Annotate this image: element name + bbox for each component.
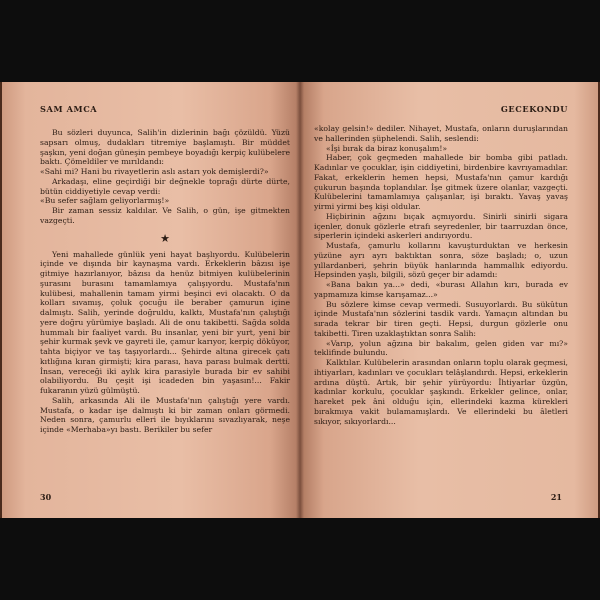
top-dark-background bbox=[0, 0, 600, 82]
paragraph: Bir zaman sessiz kaldılar. Ve Salih, o gün, işe gitmekten vazgeçti. bbox=[40, 206, 290, 225]
bottom-dark-background bbox=[0, 518, 600, 600]
paragraph: «kolay gelsin!» dediler. Nihayet, Mustafa, onların duruşlarından ve hallerinden şüphelendi. Salih, seslendi: bbox=[314, 124, 568, 143]
right-page bbox=[300, 82, 598, 518]
left-body-text bbox=[40, 128, 290, 435]
paragraph: «İşi bırak da biraz konuşalım!» bbox=[326, 143, 448, 153]
book-gutter-shadow bbox=[296, 82, 304, 518]
paragraph: Arkadaşı, eline geçirdiği bir değnekle toprağı dürte dürte, bütün ciddiyetiyle cevap verdi: bbox=[40, 176, 290, 196]
paragraph: Yeni mahallede günlük yeni hayat başlıyordu. Kulübelerin içinde ve dışında bir kaynaşma vardı. Erkeklerin bâzısı işe gitmiye hazırlanıyor, bâzısı da henüz bitmiyen kulübelerinin şurasını burasını tamamlamıya çalışıyordu. Mustafa'nın kulübesi, mahallenin tamam yirmi beşinci evi olacaktı. O da kolları sıvamış, çoluk çocuğu ile beraber çamurun içine dalmıştı. Salih, yerinde doğruldu, kalktı, Mustafa'nın çalıştığı yere doğru yürümiye başladı. Ali de onu takibetti. Sağda solda hummalı bir faaliyet vardı. Bu insanlar, yeni bir yurt, yeni bir şehir kurmak şevk ve gayreti ile, çamur karıyor, kerpiç döküyor, tahta biçiyor ve taş taşıyorlardı... Şehirde altına girecek çatı kıtlığına kıran girmişti; kira parası, hava parası bulmak dertti. İnsan, vereceği iki aylık kira parasiyle burada bir ev sahibi olabiliyordu. Bu çeşit işi icadeden bin yaşasın!... Fakir fukaranın yüzü gülmüştü. bbox=[40, 249, 290, 395]
right-body-text bbox=[314, 124, 568, 426]
paragraph: Kalktılar. Kulübelerin arasından onların toplu olarak geçmesi, ihtiyarları, kadınları ve çocukları telâşlandırdı. Hepsi, erkeklerin ardına düştü. Artık, bir şehir yürüyordu: İhtiyarlar üzgün, kadınlar korkulu, çocuklar şaşkındı. Erkekler gelince, onlar, hareket pek âni olduğu için, ellerindeki kazma kürekleri bırakmıya vakit bulamamışlardı. Ve ellerindeki bu âletleri sıkıyor, sıkıyorlardı... bbox=[314, 358, 568, 426]
paragraph: «Bana bakın ya...» dedi, «burası Allahın kırı, burada ev yapmamıza kimse karışamaz...» bbox=[314, 280, 568, 299]
paragraph: Bu sözlere kimse cevap vermedi. Susuyorlardı. Bu sükûtun içinde Mustafa'nın sözlerini tasdik vardı. Yamaçın altından bu sırada tekrar bir tiren geçti. Hepsi, durgun gözlerle onu takibetti. Tiren uzaklaştıktan sonra Salih: bbox=[314, 299, 568, 338]
paragraph: Salih, arkasında Ali ile Mustafa'nın çalıştığı yere vardı. Mustafa, o kadar işe dalmıştı ki bir zaman onları görmedi. Neden sonra, çamurlu elleri ile bıyıklarını sıvazlıyarak, neşe içinde «Merhaba»yı bastı. Berikiler bu sefer bbox=[40, 395, 290, 434]
paragraph: Hiçbirinin ağzını bıçak açmıyordu. Sinirli sinirli sigara içenler, donuk gözlerle etrafı seyredenler, bir taarruzdan önce, siperlerin içindeki askerleri andırıyordu. bbox=[314, 211, 568, 241]
paragraph: «Varıp, yolun ağzına bir bakalım, gelen giden var mı?» teklifinde bulundu. bbox=[314, 338, 568, 358]
right-page-number: 21 bbox=[550, 492, 562, 502]
section-break-star: ★ bbox=[160, 231, 170, 245]
paragraph: Mustafa, çamurlu kollarını kavuşturduktan ve herkesin yüzüne ayrı ayrı baktıktan sonra, söze başladı; o, uzun yıllardanberi, şehrin büyük hanlarında hammallık ediyordu. Hepsinden yaşlı, bilgili, sözü geçer bir adamdı: bbox=[314, 241, 568, 280]
open-book bbox=[0, 82, 600, 518]
left-page bbox=[2, 82, 300, 518]
left-running-header: SAM AMCA bbox=[40, 104, 98, 114]
paragraph: «Bu sefer sağlam geliyorlarmış!» bbox=[40, 196, 170, 206]
left-page-number: 30 bbox=[40, 492, 52, 502]
right-running-header: GECEKONDU bbox=[500, 104, 568, 114]
paragraph: «Sahi mi? Hani bu rivayetlerin aslı astarı yok demişlerdi?» bbox=[40, 167, 269, 176]
paragraph: Bu sözleri duyunca, Salih'in dizlerinin bağı çözüldü. Yüzü sapsarı olmuş, dudakları titremiye başlamıştı. Bir müddet şaşkın, yeni doğan güneşin pembeye boyadığı kerpiç kulübelere baktı. Çömeldiler ve mırıldandı: bbox=[40, 128, 290, 167]
paragraph: Haber, çok geçmeden mahallede bir bomba gibi patladı. Kadınlar ve çocuklar, işin ciddiyetini, birdenbire kavrıyamadılar. Fakat, erkeklerin hemen hepsi, Mustafa'nın çamur kardığı çukurun başında toplandılar. İşe gitmek üzere olanlar, vazgeçti. Kulübelerini tamamlamıya çalışanlar, işi bıraktı. Yavaş yavaş yirmi yirmi beş kişi oldular. bbox=[314, 153, 568, 211]
